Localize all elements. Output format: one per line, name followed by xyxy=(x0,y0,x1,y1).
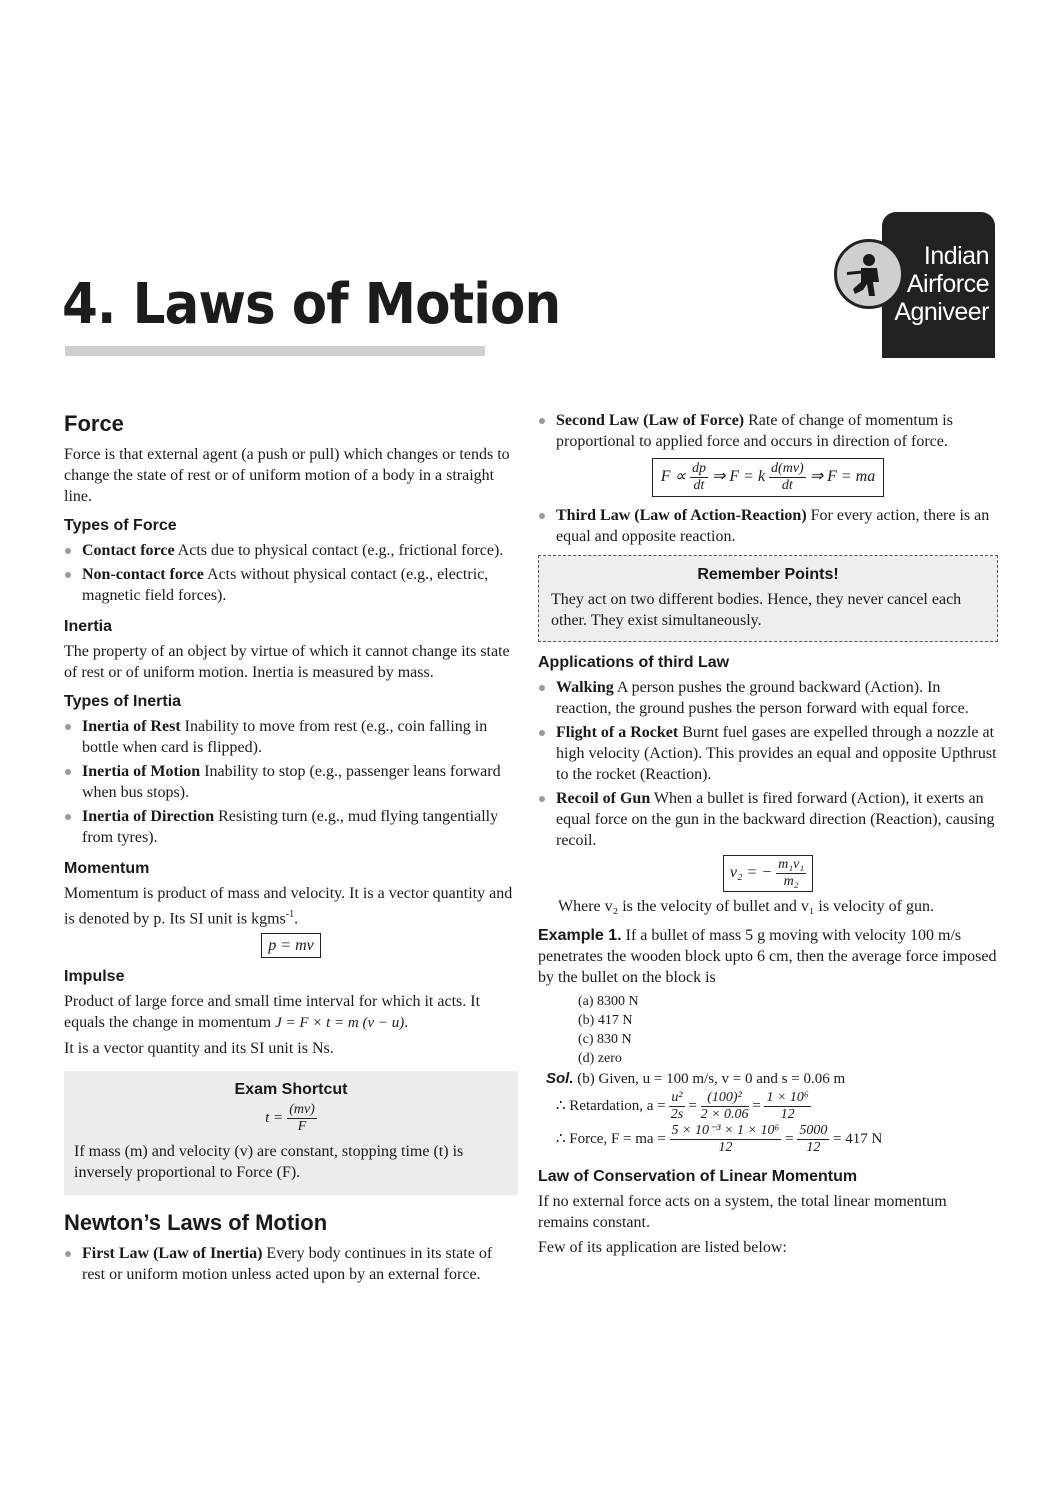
option: (a) 8300 N xyxy=(578,994,639,1009)
list-item: Inertia of Direction Resisting turn (e.g., mud flying tangentially from tyres). xyxy=(64,806,518,848)
list-item: Walking A person pushes the ground backward (Action). In reaction, the ground pushes the person forward with equal force. xyxy=(538,677,998,719)
subheading-types-of-inertia: Types of Inertia xyxy=(64,693,182,710)
remember-points-heading: Remember Points! xyxy=(697,566,839,583)
impulse-unit: It is a vector quantity and its SI unit is Ns. xyxy=(64,1040,334,1058)
recoil-note: Where v₂ is the velocity of bullet and v₁ is velocity of gun. xyxy=(558,898,934,915)
applications-list xyxy=(538,677,998,851)
momentum-definition: Momentum is product of mass and velocity. It is a vector quantity and is denoted by p. Its SI unit is kgms$^{-1}$. xyxy=(64,885,513,928)
list-item: Non-contact force Acts without physical contact (e.g., electric, magnetic field forces). xyxy=(64,564,518,606)
exam-shortcut-box xyxy=(64,1071,518,1195)
soldier-icon xyxy=(834,239,904,309)
subheading-momentum: Momentum xyxy=(64,860,150,877)
newtons-laws-list xyxy=(64,1243,518,1285)
option: (b) 417 N xyxy=(578,1013,633,1028)
badge-line: Agniveer xyxy=(894,298,989,326)
subheading-inertia: Inertia xyxy=(64,618,113,635)
impulse-definition: Product of large force and small time interval for which it acts. It equals the change in momentum J = F × t = m (v − u). xyxy=(64,993,481,1032)
option: (d) zero xyxy=(578,1051,622,1066)
third-law-list xyxy=(538,505,998,547)
badge-line: Airforce xyxy=(906,270,989,298)
types-of-inertia-list xyxy=(64,716,518,848)
exam-shortcut-heading: Exam Shortcut xyxy=(234,1081,348,1099)
types-of-force-list xyxy=(64,540,518,606)
subheading-applications: Applications of third Law xyxy=(538,654,730,671)
momentum-formula: p = mv xyxy=(261,933,320,958)
section-heading-newtons-laws: Newton’s Laws of Motion xyxy=(64,1210,328,1236)
remember-points-text: They act on two different bodies. Hence, they never cancel each other. They exist simultaneously. xyxy=(551,591,962,629)
list-item: Contact force Acts due to physical contact (e.g., frictional force). xyxy=(64,540,518,561)
options-list xyxy=(538,992,998,1068)
list-item: Flight of a Rocket Burnt fuel gases are expelled through a nozzle at high velocity (Action). This provides an equal and opposite Upthrust to the rocket (Reaction). xyxy=(538,722,998,785)
solution: Sol. (b) Given, u = 100 m/s, v = 0 and s = 0.06 m ∴ Retardation, a = $\frac{\text{u²}}{2s}$ = $\frac{\text{(100)²}}{2 \times 0.06}$ = $\frac{\text{1 × 10⁶}}{12}$ ∴ Force, F = ma = $\frac{\text{5 × 10⁻³ × 1 × 10⁶}}{12}$ = $\frac{5000}{12}$ = 417 N xyxy=(546,1070,883,1155)
list-item: Second Law (Law of Force) Rate of change of momentum is proportional to applied force and occurs in direction of force. xyxy=(538,410,998,452)
conservation-text-2: Few of its application are listed below: xyxy=(538,1239,787,1256)
newtons-laws-list-cont xyxy=(538,410,998,452)
subheading-types-of-force: Types of Force xyxy=(64,517,177,534)
remember-points-box xyxy=(538,555,998,642)
list-item: Inertia of Rest Inability to move from rest (e.g., coin falling in bottle when card is flipped). xyxy=(64,716,518,758)
subheading-impulse: Impulse xyxy=(64,968,125,986)
list-item: Third Law (Law of Action-Reaction) For every action, there is an equal and opposite reaction. xyxy=(538,505,998,547)
option: (c) 830 N xyxy=(578,1032,632,1047)
right-column xyxy=(538,410,998,1262)
example-1: Example 1. If a bullet of mass 5 g moving with velocity 100 m/s penetrates the wooden block upto 6 cm, then the average force imposed by the bullet on the block is xyxy=(538,927,997,986)
badge-line: Indian xyxy=(923,242,989,270)
force-definition: Force is that external agent (a push or pull) which changes or tends to change the state of rest or of uniform motion of a body in a straight line. xyxy=(64,446,510,505)
inertia-definition: The property of an object by virtue of which it cannot change its state of rest or of uniform motion. Inertia is measured by mass. xyxy=(64,643,510,681)
left-column xyxy=(64,410,518,1288)
chapter-title: 4. Laws of Motion xyxy=(62,272,561,337)
list-item: First Law (Law of Inertia) Every body continues in its state of rest or uniform motion unless acted upon by an external force. xyxy=(64,1243,518,1285)
conservation-text: If no external force acts on a system, the total linear momentum remains constant. xyxy=(538,1193,947,1231)
recoil-formula: v₂ = − $\frac{\text{m₁v₁}}{\text{m₂}}$ xyxy=(723,855,813,892)
list-item: Recoil of Gun When a bullet is fired forward (Action), it exerts an equal force on the gun in the backward direction (Reaction), causing recoil. xyxy=(538,788,998,851)
shortcut-text: If mass (m) and velocity (v) are constant, stopping time (t) is inversely proportional to Force (F). xyxy=(74,1143,464,1182)
title-underline xyxy=(65,346,485,356)
shortcut-formula: t = $\frac{(mv)}{F}$ xyxy=(265,1102,315,1135)
list-item: Inertia of Motion Inability to stop (e.g., passenger leans forward when bus stops). xyxy=(64,761,518,803)
section-heading-force: Force xyxy=(64,411,124,436)
subheading-conservation: Law of Conservation of Linear Momentum xyxy=(538,1168,858,1185)
second-law-formula: F ∝ $\frac{dp}{dt}$ ⇒ F = k $\frac{d(mv)}{dt}$ ⇒ F = ma xyxy=(652,458,884,497)
